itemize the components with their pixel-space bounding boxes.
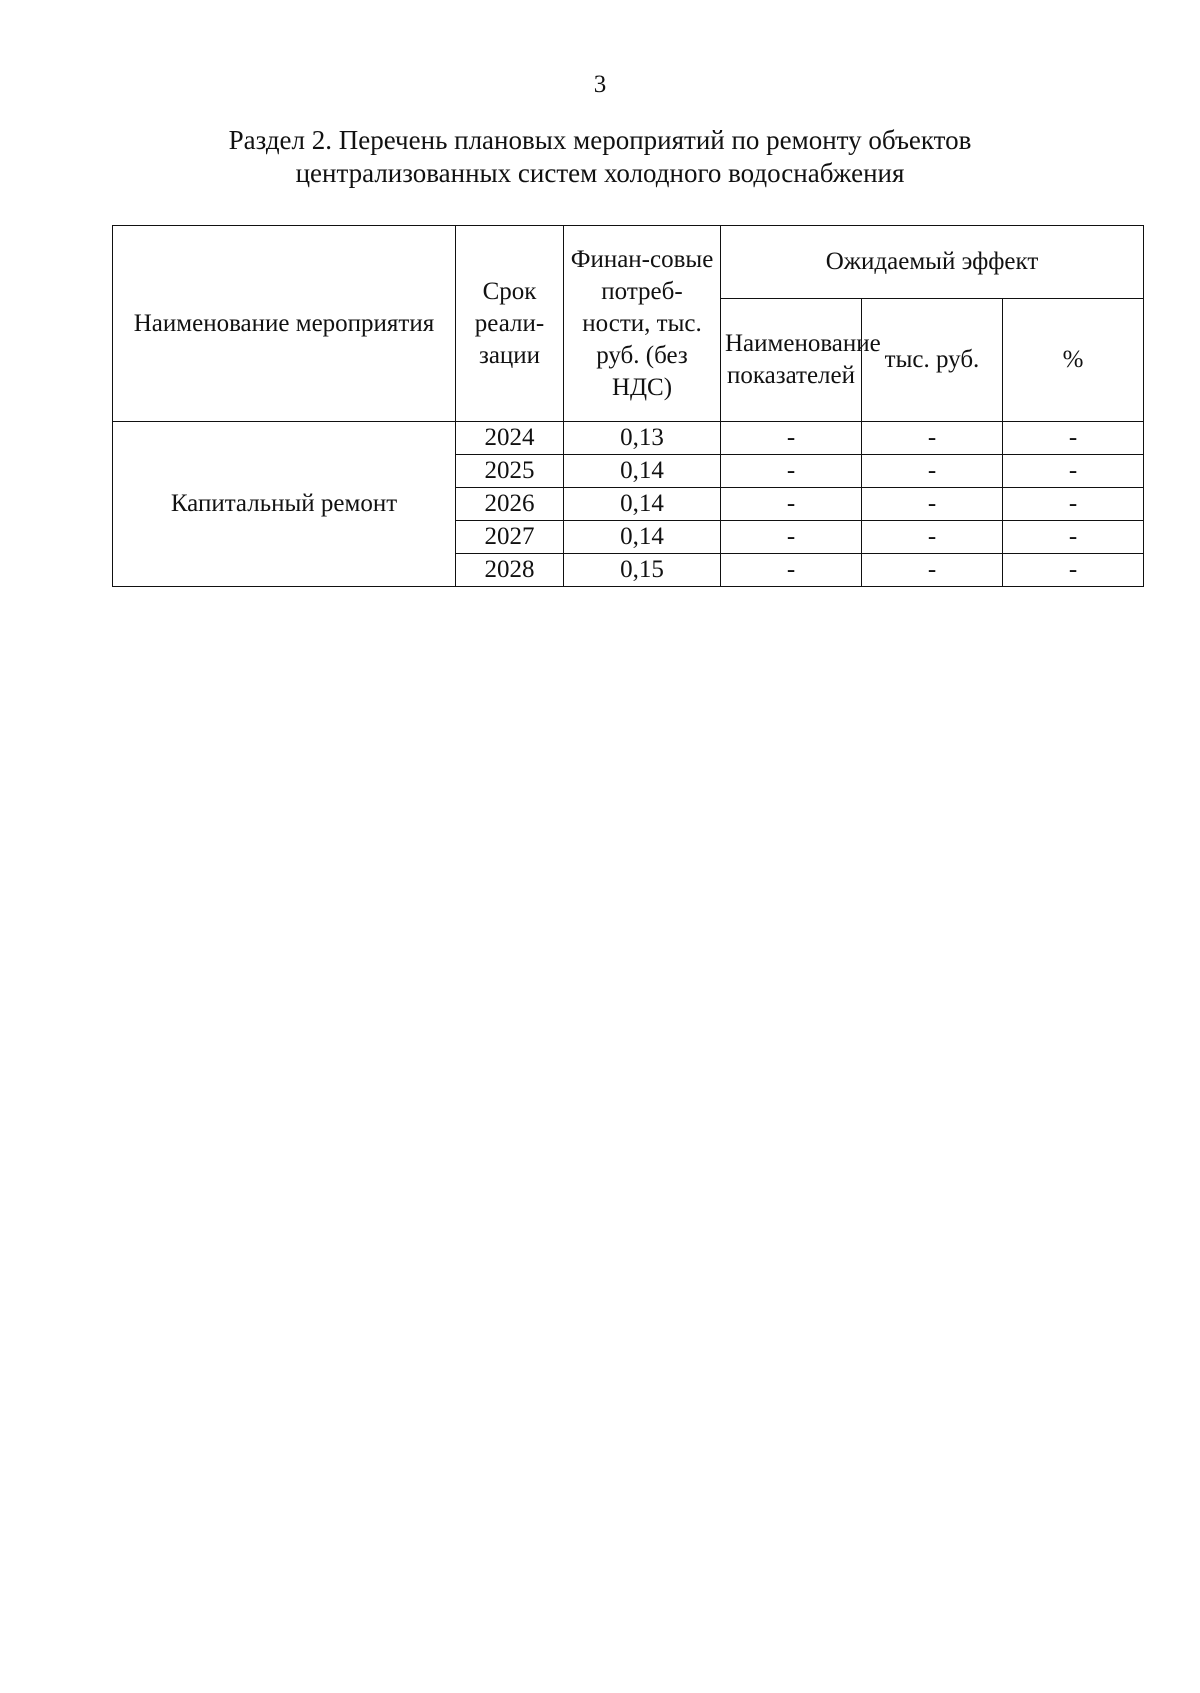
- header-expected-effect: Ожидаемый эффект: [721, 226, 1144, 299]
- header-percent: %: [1003, 299, 1144, 422]
- header-term: [456, 226, 564, 422]
- indicators-cell: -: [721, 422, 862, 455]
- finance-cell: 0,15: [564, 554, 721, 587]
- percent-cell: -: [1003, 554, 1144, 587]
- activity-name-cell: Капитальный ремонт: [113, 422, 456, 587]
- year-cell: 2024: [456, 422, 564, 455]
- finance-cell: 0,13: [564, 422, 721, 455]
- indicators-cell: -: [721, 554, 862, 587]
- year-cell: 2025: [456, 455, 564, 488]
- year-cell: 2027: [456, 521, 564, 554]
- indicators-cell: -: [721, 521, 862, 554]
- page-number: 3: [593, 71, 607, 98]
- header-thousand-rub: тыс. руб.: [862, 299, 1003, 422]
- rub-cell: -: [862, 488, 1003, 521]
- rub-cell: -: [862, 554, 1003, 587]
- indicators-cell: -: [721, 455, 862, 488]
- percent-cell: -: [1003, 422, 1144, 455]
- finance-cell: 0,14: [564, 521, 721, 554]
- section-title: [100, 124, 1100, 190]
- percent-cell: -: [1003, 455, 1144, 488]
- rub-cell: -: [862, 521, 1003, 554]
- rub-cell: -: [862, 422, 1003, 455]
- rub-cell: -: [862, 455, 1003, 488]
- finance-cell: 0,14: [564, 455, 721, 488]
- header-finance: Финан-совые потреб-ности, тыс. руб. (без НДС): [564, 226, 721, 422]
- finance-cell: 0,14: [564, 488, 721, 521]
- year-cell: 2028: [456, 554, 564, 587]
- header-term-text: Срок реали-зации: [474, 277, 545, 369]
- indicators-cell: -: [721, 488, 862, 521]
- header-indicators: Наименование показателей: [721, 299, 862, 422]
- percent-cell: -: [1003, 488, 1144, 521]
- activities-table: [112, 225, 1144, 587]
- header-activity-name: Наименование мероприятия: [113, 226, 456, 422]
- year-cell: 2026: [456, 488, 564, 521]
- section-title-line-1: Раздел 2. Перечень плановых мероприятий по ремонту объектов: [228, 125, 972, 155]
- table-row: [113, 422, 1144, 455]
- section-title-line-2: централизованных систем холодного водоснабжения: [295, 158, 905, 188]
- percent-cell: -: [1003, 521, 1144, 554]
